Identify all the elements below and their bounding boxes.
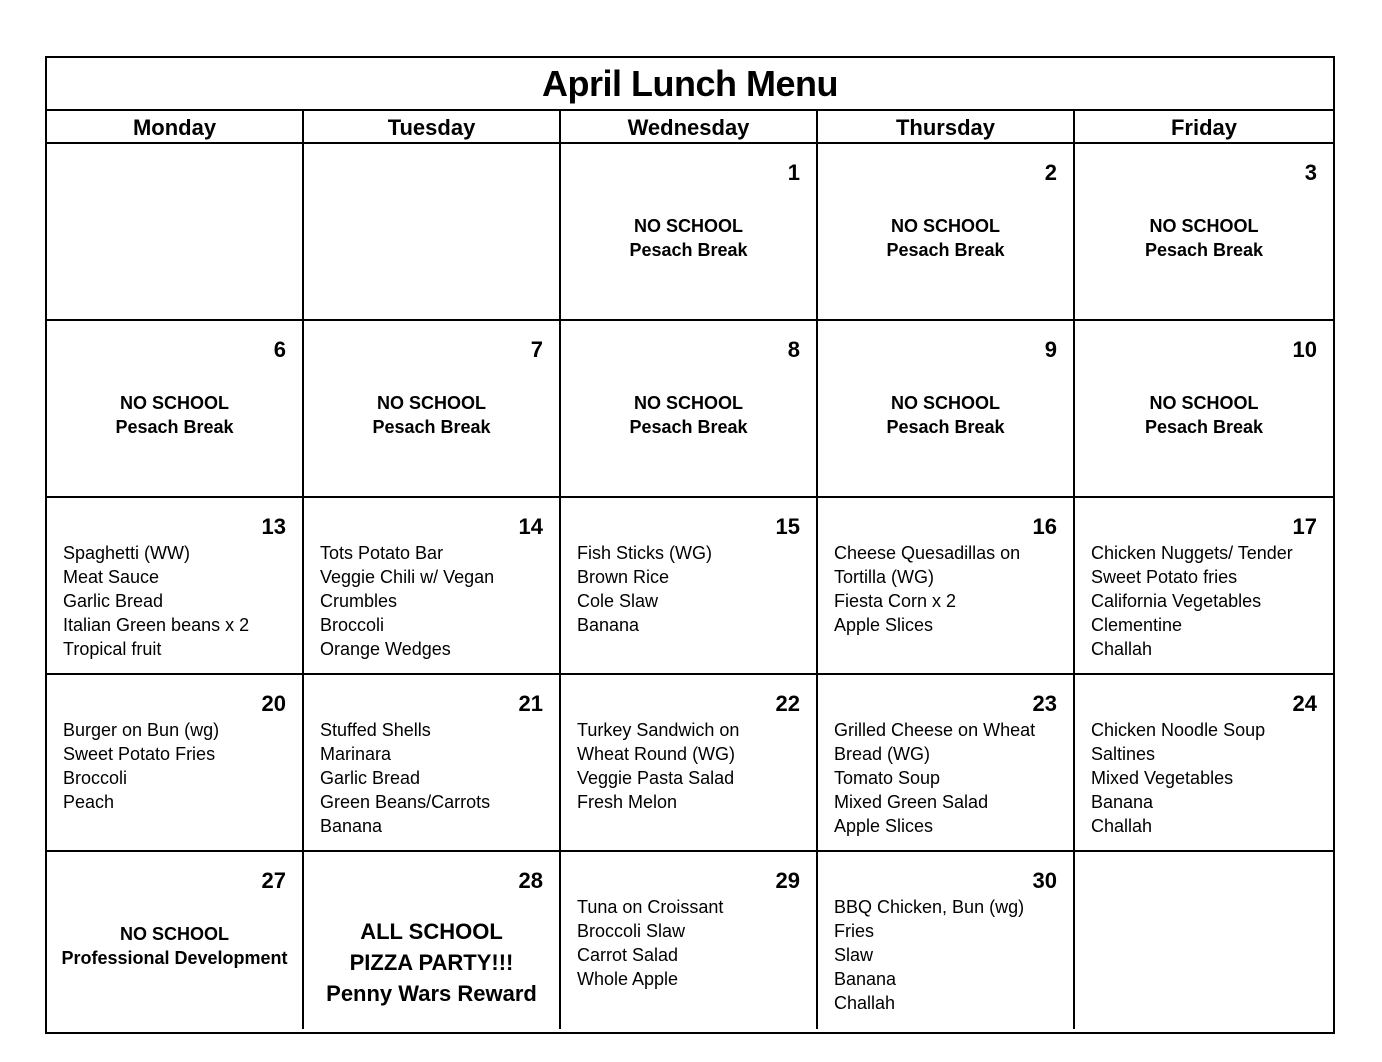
date-number: 16 xyxy=(1032,514,1057,539)
menu-item: Banana xyxy=(320,816,383,836)
note-line: NO SCHOOL xyxy=(1149,393,1259,413)
menu-item: Grilled Cheese on Wheat xyxy=(834,720,1036,740)
day-cell xyxy=(47,852,304,1029)
date-number: 20 xyxy=(261,691,286,716)
no-school-note xyxy=(818,391,1073,439)
date-number: 30 xyxy=(1032,868,1057,893)
menu-item: Marinara xyxy=(320,744,392,764)
no-school-note xyxy=(47,391,302,439)
note-line: Pesach Break xyxy=(886,417,1005,437)
note-line: NO SCHOOL xyxy=(633,216,743,236)
menu-items xyxy=(577,541,810,637)
menu-item: Whole Apple xyxy=(577,969,679,989)
date-number: 17 xyxy=(1292,514,1317,539)
menu-items xyxy=(63,718,296,814)
menu-item: Fish Sticks (WG) xyxy=(577,543,712,563)
no-school-note xyxy=(1075,214,1333,262)
lunch-menu-calendar xyxy=(45,56,1335,1034)
day-cell xyxy=(304,852,561,1029)
note-line: NO SCHOOL xyxy=(633,393,743,413)
note-line: Pesach Break xyxy=(1144,240,1264,260)
menu-item: Apple Slices xyxy=(834,615,934,635)
menu-item: Tropical fruit xyxy=(63,639,162,659)
day-header-wednesday: Wednesday xyxy=(561,111,818,145)
menu-item: Meat Sauce xyxy=(63,567,160,587)
menu-item: Peach xyxy=(63,792,115,812)
day-header-thursday: Thursday xyxy=(818,111,1075,145)
day-header-tuesday: Tuesday xyxy=(304,111,561,145)
day-cell xyxy=(561,144,818,321)
menu-item: Tomato Soup xyxy=(834,768,941,788)
day-cell xyxy=(561,675,818,852)
date-number: 21 xyxy=(518,691,543,716)
day-cell xyxy=(1075,321,1333,498)
menu-item: Veggie Pasta Salad xyxy=(577,768,735,788)
menu-items xyxy=(63,541,296,661)
menu-title: April Lunch Menu xyxy=(47,58,1333,111)
no-school-note xyxy=(47,922,302,970)
menu-items xyxy=(320,718,553,838)
date-number: 14 xyxy=(518,514,543,539)
menu-item: Chicken Noodle Soup xyxy=(1091,720,1266,740)
menu-item: Stuffed Shells xyxy=(320,720,431,740)
menu-item: Sweet Potato fries xyxy=(1091,567,1238,587)
menu-item: Clementine xyxy=(1091,615,1183,635)
date-number: 9 xyxy=(1044,337,1057,362)
date-number: 29 xyxy=(775,868,800,893)
note-line: Pesach Break xyxy=(886,240,1005,260)
date-number: 3 xyxy=(1304,160,1317,185)
no-school-note xyxy=(818,214,1073,262)
day-cell xyxy=(304,144,561,321)
menu-item: Banana xyxy=(834,969,897,989)
menu-item: Tots Potato Bar xyxy=(320,543,444,563)
menu-item: California Vegetables xyxy=(1091,591,1262,611)
day-cell xyxy=(47,144,304,321)
note-line: Pesach Break xyxy=(629,240,748,260)
note-line: Professional Development xyxy=(61,948,288,968)
menu-item: Orange Wedges xyxy=(320,639,451,659)
weekday-header-row xyxy=(47,111,1333,144)
menu-item: Veggie Chili w/ Vegan xyxy=(320,567,495,587)
menu-items xyxy=(834,895,1067,1015)
note-line: NO SCHOOL xyxy=(890,216,1000,236)
day-cell xyxy=(818,852,1075,1029)
day-cell xyxy=(561,498,818,675)
menu-item: Challah xyxy=(1091,816,1153,836)
date-number: 24 xyxy=(1292,691,1317,716)
event-line: ALL SCHOOL xyxy=(360,919,503,944)
day-cell xyxy=(1075,144,1333,321)
date-number: 7 xyxy=(530,337,543,362)
date-number: 6 xyxy=(273,337,286,362)
note-line: Pesach Break xyxy=(372,417,491,437)
menu-item: Crumbles xyxy=(320,591,398,611)
day-cell xyxy=(561,321,818,498)
day-cell xyxy=(304,498,561,675)
menu-item: Tortilla (WG) xyxy=(834,567,934,587)
menu-item: Mixed Vegetables xyxy=(1091,768,1234,788)
menu-items xyxy=(834,541,1067,637)
menu-item: Carrot Salad xyxy=(577,945,679,965)
menu-item: Fiesta Corn x 2 xyxy=(834,591,957,611)
note-line: NO SCHOOL xyxy=(376,393,486,413)
menu-item: Challah xyxy=(834,993,896,1013)
day-cell xyxy=(1075,675,1333,852)
menu-item: BBQ Chicken, Bun (wg) xyxy=(834,897,1025,917)
date-number: 22 xyxy=(775,691,800,716)
date-number: 1 xyxy=(787,160,800,185)
menu-item: Green Beans/Carrots xyxy=(320,792,491,812)
menu-item: Slaw xyxy=(834,945,874,965)
menu-item: Saltines xyxy=(1091,744,1156,764)
day-cell xyxy=(561,852,818,1029)
no-school-note xyxy=(1075,391,1333,439)
day-cell xyxy=(818,144,1075,321)
event-line: PIZZA PARTY!!! xyxy=(349,950,514,975)
menu-item: Fries xyxy=(834,921,874,941)
day-cell xyxy=(818,498,1075,675)
menu-item: Brown Rice xyxy=(577,567,670,587)
menu-item: Challah xyxy=(1091,639,1153,659)
day-cell xyxy=(304,675,561,852)
day-cell xyxy=(1075,852,1333,1029)
menu-item: Burger on Bun (wg) xyxy=(63,720,220,740)
date-number: 2 xyxy=(1044,160,1057,185)
day-cell xyxy=(1075,498,1333,675)
menu-item: Apple Slices xyxy=(834,816,934,836)
no-school-note xyxy=(561,391,816,439)
menu-items xyxy=(320,541,553,661)
note-line: Pesach Break xyxy=(629,417,748,437)
day-header-friday: Friday xyxy=(1170,115,1238,140)
day-cell xyxy=(47,675,304,852)
menu-item: Banana xyxy=(1091,792,1154,812)
menu-item: Cole Slaw xyxy=(577,591,659,611)
menu-items xyxy=(577,718,810,814)
menu-item: Banana xyxy=(577,615,640,635)
date-number: 23 xyxy=(1032,691,1057,716)
date-number: 28 xyxy=(518,868,543,893)
menu-item: Broccoli Slaw xyxy=(577,921,686,941)
date-number: 8 xyxy=(787,337,800,362)
menu-item: Cheese Quesadillas on xyxy=(834,543,1021,563)
menu-items xyxy=(577,895,810,991)
menu-item: Sweet Potato Fries xyxy=(63,744,216,764)
menu-item: Tuna on Croissant xyxy=(577,897,724,917)
note-line: NO SCHOOL xyxy=(119,393,229,413)
day-cell xyxy=(47,321,304,498)
menu-item: Chicken Nuggets/ Tender xyxy=(1091,543,1293,563)
menu-item: Garlic Bread xyxy=(320,768,421,788)
menu-item: Mixed Green Salad xyxy=(834,792,989,812)
menu-item: Garlic Bread xyxy=(63,591,164,611)
no-school-note xyxy=(561,214,816,262)
menu-item: Wheat Round (WG) xyxy=(577,744,736,764)
day-cell xyxy=(818,675,1075,852)
note-line: Pesach Break xyxy=(115,417,234,437)
calendar-grid xyxy=(47,144,1333,1029)
note-line: NO SCHOOL xyxy=(1149,216,1259,236)
menu-item: Turkey Sandwich on xyxy=(577,720,740,740)
menu-item: Italian Green beans x 2 xyxy=(63,615,250,635)
day-cell xyxy=(304,321,561,498)
menu-items xyxy=(1091,718,1327,838)
day-header-monday: Monday xyxy=(47,111,304,145)
menu-item: Broccoli xyxy=(320,615,385,635)
event-note xyxy=(304,916,559,1009)
menu-items xyxy=(834,718,1067,838)
menu-item: Spaghetti (WW) xyxy=(63,543,191,563)
date-number: 27 xyxy=(261,868,286,893)
note-line: NO SCHOOL xyxy=(119,924,229,944)
menu-item: Fresh Melon xyxy=(577,792,678,812)
no-school-note xyxy=(304,391,559,439)
menu-item: Bread (WG) xyxy=(834,744,931,764)
date-number: 13 xyxy=(261,514,286,539)
event-line: Penny Wars Reward xyxy=(326,981,537,1006)
day-cell xyxy=(818,321,1075,498)
date-number: 10 xyxy=(1292,337,1317,362)
menu-item: Broccoli xyxy=(63,768,128,788)
date-number: 15 xyxy=(775,514,800,539)
menu-items xyxy=(1091,541,1327,661)
day-cell xyxy=(47,498,304,675)
note-line: Pesach Break xyxy=(1144,417,1264,437)
note-line: NO SCHOOL xyxy=(890,393,1000,413)
